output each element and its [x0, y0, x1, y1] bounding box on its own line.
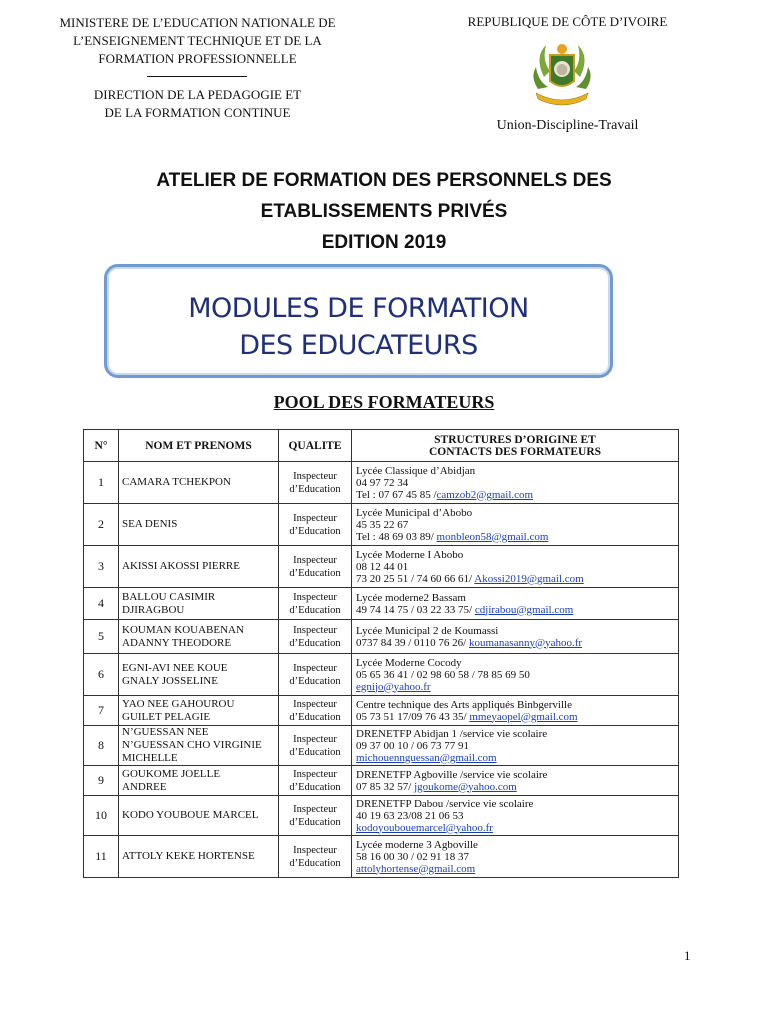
contact-line	[356, 681, 675, 693]
trainer-name	[119, 504, 279, 546]
trainer-qualite	[279, 462, 352, 504]
direction-line: DIRECTION DE LA PEDAGOGIE ET	[93, 87, 302, 102]
qualite-line: d’Education	[289, 781, 341, 793]
header-num: N°	[84, 430, 119, 462]
row-number: 1	[84, 462, 119, 504]
trainer-structure-contacts	[352, 766, 679, 796]
trainer-structure-contacts	[352, 796, 679, 836]
structure-line: Lycée Municipal 2 de Koumassi	[356, 624, 499, 637]
trainer-structure-contacts	[352, 546, 679, 588]
qualite-line: d’Education	[289, 816, 341, 828]
table-row	[84, 726, 679, 766]
email-link[interactable]: michouennguessan@gmail.com	[356, 751, 497, 764]
structure-line: Centre technique des Arts appliqués Binbgerville	[356, 698, 572, 711]
email-link[interactable]: monbleon58@gmail.com	[436, 530, 549, 543]
trainer-qualite	[279, 546, 352, 588]
header-structure-line: STRUCTURES D’ORIGINE ET	[434, 433, 596, 446]
table-row	[84, 620, 679, 654]
trainer-qualite	[279, 726, 352, 766]
email-link[interactable]: jgoukome@yahoo.com	[414, 780, 517, 793]
table-row	[84, 696, 679, 726]
structure-line: DRENETFP Abidjan 1 /service vie scolaire	[356, 727, 548, 740]
trainer-name-line: MICHELLE	[122, 752, 178, 764]
table-row	[84, 796, 679, 836]
republic-name: REPUBLIQUE DE CÔTE D’IVOIRE	[467, 14, 668, 29]
trainer-qualite	[279, 620, 352, 654]
header-name: NOM ET PRENOMS	[119, 430, 279, 462]
structure-line: DRENETFP Dabou /service vie scolaire	[356, 797, 534, 810]
trainer-name	[119, 462, 279, 504]
table-row	[84, 462, 679, 504]
trainer-structure-contacts	[352, 836, 679, 878]
structure-line: Lycée Moderne Cocody	[356, 656, 462, 669]
contact-line	[356, 711, 675, 723]
row-number: 11	[84, 836, 119, 878]
ministry-name	[20, 14, 375, 68]
table-body	[84, 462, 679, 878]
contact-line	[356, 822, 675, 834]
structure-line: 05 65 36 41 / 02 98 60 58 / 78 85 69 50	[356, 668, 530, 681]
phone-numbers: 05 73 51 17/09 76 43 35/	[356, 710, 470, 723]
page-number: 1	[684, 948, 691, 963]
contact-line	[356, 531, 675, 543]
row-number: 4	[84, 588, 119, 620]
qualite-line: Inspecteur	[293, 803, 337, 815]
contact-line	[356, 637, 675, 649]
qualite-line: d’Education	[289, 567, 341, 579]
event-edition: EDITION 2019	[321, 232, 447, 253]
email-link[interactable]: egnijo@yahoo.fr	[356, 680, 431, 693]
qualite-line: Inspecteur	[293, 624, 337, 636]
structure-line: DRENETFP Agboville /service vie scolaire	[356, 768, 548, 781]
qualite-line: d’Education	[289, 637, 341, 649]
email-link[interactable]: camzob2@gmail.com	[436, 488, 534, 501]
pool-title-text: POOL DES FORMATEURS	[273, 392, 495, 412]
trainer-name-line: CAMARA TCHEKPON	[122, 476, 231, 488]
direction-name	[20, 86, 375, 122]
pool-title	[0, 392, 768, 413]
structure-line: Lycée moderne2 Bassam	[356, 591, 466, 604]
structure-line: Lycée Municipal d’Abobo	[356, 506, 473, 519]
qualite-line: d’Education	[289, 711, 341, 723]
contact-line	[356, 752, 675, 764]
phone-numbers: 0737 84 39 / 0110 76 26/	[356, 636, 469, 649]
phone-numbers: 49 74 14 75 / 03 22 33 75/	[356, 603, 475, 616]
table-row	[84, 504, 679, 546]
coat-of-arms-icon	[524, 37, 600, 113]
trainer-qualite	[279, 836, 352, 878]
trainer-qualite	[279, 796, 352, 836]
row-number: 3	[84, 546, 119, 588]
trainer-qualite	[279, 504, 352, 546]
qualite-line: d’Education	[289, 483, 341, 495]
trainer-name-line: GOUKOME JOELLE	[122, 767, 221, 780]
qualite-line: Inspecteur	[293, 512, 337, 524]
qualite-line: Inspecteur	[293, 698, 337, 710]
header-structure	[352, 430, 679, 462]
contact-line	[356, 489, 675, 501]
trainer-structure-contacts	[352, 726, 679, 766]
qualite-line: d’Education	[289, 604, 341, 616]
email-link[interactable]: kodoyoubouemarcel@yahoo.fr	[356, 821, 493, 834]
table-row	[84, 836, 679, 878]
trainer-qualite	[279, 588, 352, 620]
contact-line	[356, 863, 675, 875]
qualite-line: Inspecteur	[293, 844, 337, 856]
trainer-name-line: DJIRAGBOU	[122, 603, 185, 616]
ministry-line: L’ENSEIGNEMENT TECHNIQUE ET DE LA	[73, 33, 322, 48]
row-number: 5	[84, 620, 119, 654]
trainer-name-line: ADANNY THEODORE	[122, 636, 232, 649]
trainer-name-line: GNALY JOSSELINE	[122, 674, 218, 687]
header-structure-line: CONTACTS DES FORMATEURS	[428, 445, 602, 458]
trainer-name	[119, 546, 279, 588]
row-number: 10	[84, 796, 119, 836]
table-row	[84, 654, 679, 696]
table-header-row	[84, 430, 679, 462]
qualite-line: d’Education	[289, 675, 341, 687]
row-number: 8	[84, 726, 119, 766]
trainer-structure-contacts	[352, 620, 679, 654]
trainer-name-line: ANDREE	[122, 780, 167, 793]
qualite-line: Inspecteur	[293, 554, 337, 566]
trainer-name-line: AKISSI AKOSSI PIERRE	[122, 560, 240, 572]
qualite-line: Inspecteur	[293, 733, 337, 745]
qualite-line: d’Education	[289, 746, 341, 758]
qualite-line: d’Education	[289, 857, 341, 869]
structure-line: 45 35 22 67	[356, 518, 409, 531]
trainer-name	[119, 696, 279, 726]
event-title-line-1: ATELIER DE FORMATION DES PERSONNELS DES	[156, 170, 612, 191]
trainer-name	[119, 766, 279, 796]
structure-line: Lycée Moderne I Abobo	[356, 548, 464, 561]
structure-line: 04 97 72 34	[356, 476, 409, 489]
qualite-line: d’Education	[289, 525, 341, 537]
row-number: 6	[84, 654, 119, 696]
row-number: 2	[84, 504, 119, 546]
trainer-qualite	[279, 696, 352, 726]
national-motto: Union-Discipline-Travail	[496, 118, 639, 133]
structure-line: 08 12 44 01	[356, 560, 409, 573]
trainer-name	[119, 654, 279, 696]
event-title-line-2: ETABLISSEMENTS PRIVÉS	[260, 201, 508, 222]
contact-line	[356, 781, 675, 793]
email-link[interactable]: koumanasanny@yahoo.fr	[468, 636, 583, 649]
trainer-structure-contacts	[352, 654, 679, 696]
qualite-line: Inspecteur	[293, 591, 337, 603]
trainer-qualite	[279, 766, 352, 796]
structure-line: 58 16 00 30 / 02 91 18 37	[356, 850, 470, 863]
modules-title	[104, 290, 613, 364]
trainer-name-line: SEA DENIS	[122, 518, 178, 530]
trainer-structure-contacts	[352, 696, 679, 726]
trainer-name-line: N’GUESSAN CHO VIRGINIE	[122, 739, 262, 751]
qualite-line: Inspecteur	[293, 470, 337, 482]
qualite-line: Inspecteur	[293, 768, 337, 780]
structure-line: 09 37 00 10 / 06 73 77 91	[356, 739, 470, 752]
email-link[interactable]: mmeyaopel@gmail.com	[469, 710, 578, 723]
phone-numbers: 73 20 25 51 / 74 60 66 61/	[356, 572, 475, 585]
table-row	[84, 546, 679, 588]
email-link[interactable]: cdjirabou@gmail.com	[474, 603, 574, 616]
qualite-line: Inspecteur	[293, 662, 337, 674]
trainers-table	[83, 429, 679, 878]
email-link[interactable]: Akossi2019@gmail.com	[474, 572, 584, 585]
table-row	[84, 766, 679, 796]
trainer-name	[119, 836, 279, 878]
ministry-line: FORMATION PROFESSIONNELLE	[98, 51, 297, 66]
trainer-name-line: KODO YOUBOUE MARCEL	[122, 809, 259, 821]
trainer-name	[119, 796, 279, 836]
phone-numbers: Tel : 48 69 03 89/	[356, 530, 437, 543]
table-row	[84, 588, 679, 620]
trainer-name	[119, 620, 279, 654]
trainer-name-line: KOUMAN KOUABENAN	[122, 623, 244, 636]
structure-line: Lycée Classique d’Abidjan	[356, 464, 476, 477]
trainer-name	[119, 588, 279, 620]
header-qualite: QUALITE	[279, 430, 352, 462]
ministry-line: MINISTERE DE L’EDUCATION NATIONALE DE	[59, 15, 336, 30]
contact-line	[356, 604, 675, 616]
row-number: 7	[84, 696, 119, 726]
trainer-name-line: GUILET PELAGIE	[122, 710, 211, 723]
structure-line: Lycée moderne 3 Agboville	[356, 838, 478, 851]
modules-title-line-1: MODULES DE FORMATION	[188, 293, 529, 324]
trainer-name	[119, 726, 279, 766]
trainer-name-line: EGNI-AVI NEE KOUE	[122, 661, 228, 674]
phone-numbers: 07 85 32 57/	[356, 780, 415, 793]
trainer-structure-contacts	[352, 504, 679, 546]
email-link[interactable]: attolyhortense@gmail.com	[356, 862, 476, 875]
trainer-name-line: YAO NEE GAHOUROU	[122, 697, 235, 710]
phone-numbers: Tel : 07 67 45 85 /	[356, 488, 437, 501]
header-divider	[147, 76, 247, 77]
trainer-name-line: BALLOU CASIMIR	[122, 590, 216, 603]
modules-title-line-2: DES EDUCATEURS	[239, 330, 478, 361]
row-number: 9	[84, 766, 119, 796]
trainer-qualite	[279, 654, 352, 696]
trainer-structure-contacts	[352, 588, 679, 620]
trainer-name-line: ATTOLY KEKE HORTENSE	[122, 850, 255, 862]
trainer-structure-contacts	[352, 462, 679, 504]
contact-line	[356, 573, 675, 585]
structure-line: 40 19 63 23/08 21 06 53	[356, 809, 464, 822]
direction-line: DE LA FORMATION CONTINUE	[104, 105, 291, 120]
trainer-name-line: N’GUESSAN NEE	[122, 726, 209, 738]
